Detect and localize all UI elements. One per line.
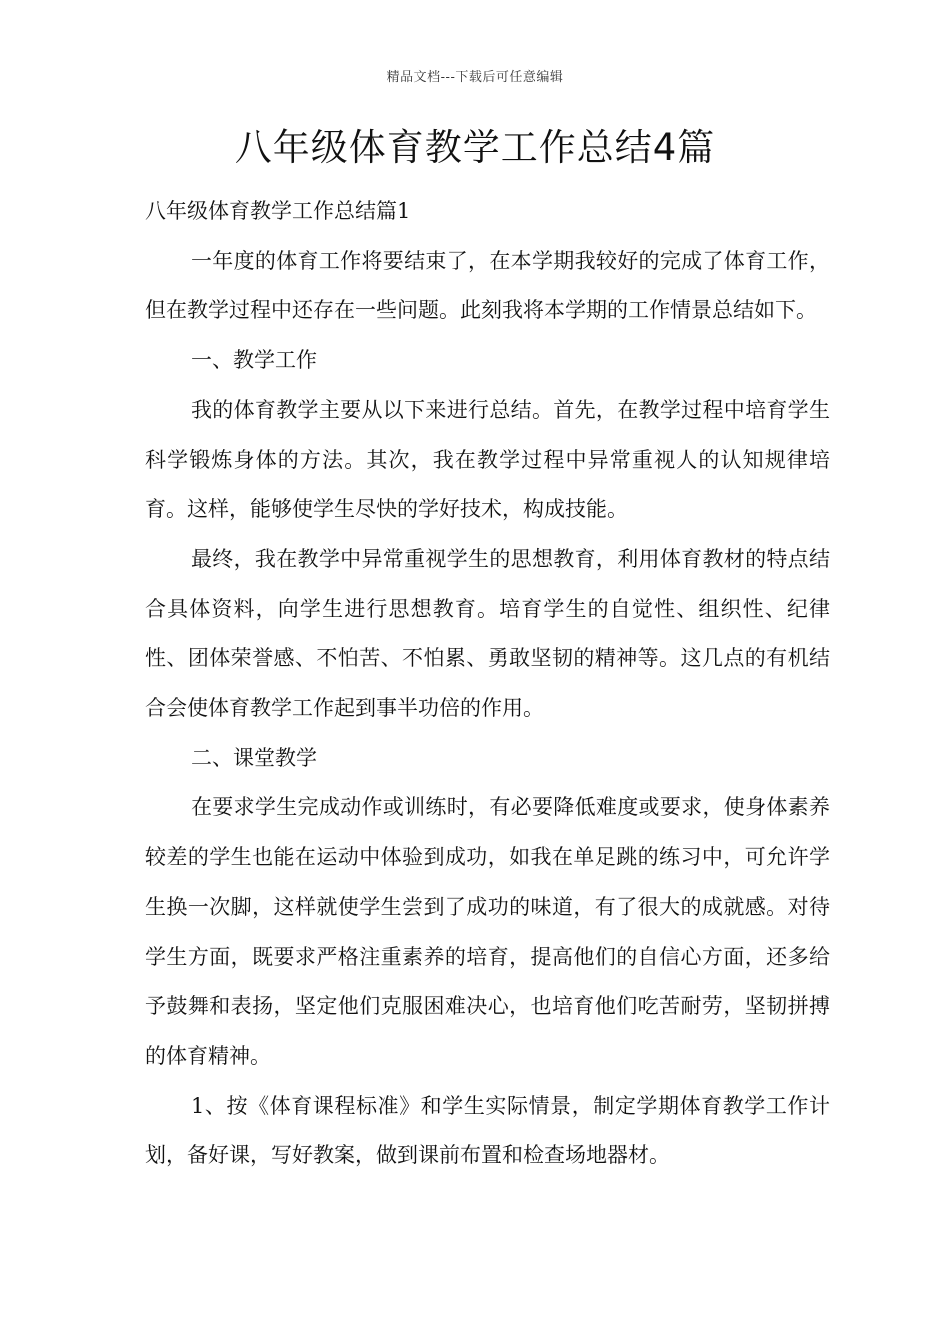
- paragraph-intro: 一年度的体育工作将要结束了，在本学期我较好的完成了体育工作，但在教学过程中还存在一些问题。此刻我将本学期的工作情景总结如下。: [145, 248, 830, 323]
- header-note: 精品文档---下载后可任意编辑: [386, 70, 564, 85]
- heading-teaching-work: 一、教学工作: [191, 348, 317, 373]
- paragraph-plan-item-1: 1、按《体育课程标准》和学生实际情景，制定学期体育教学工作计划，备好课，写好教案，做到课前布置和检查场地器材。: [145, 1093, 830, 1168]
- paragraph-classroom-practice: 在要求学生完成动作或训练时，有必要降低难度或要求，使身体素养较差的学生也能在运动中体验到成功，如我在单足跳的练习中，可允许学生换一次脚，这样就使学生尝到了成功的味道，有了很大的成就感。对待学生方面，既要求严格注重素养的培育，提高他们的自信心方面，还多给予鼓舞和表扬，坚定他们克服困难决心，也培育他们吃苦耐劳，坚韧拼搏的体育精神。: [145, 795, 830, 1068]
- heading-classroom-teaching: 二、课堂教学: [191, 745, 317, 770]
- document-title: 八年级体育教学工作总结4篇: [234, 126, 716, 169]
- document-body: [145, 187, 830, 1181]
- paragraph-teaching-summary: 我的体育教学主要从以下来进行总结。首先，在教学过程中培育学生科学锻炼身体的方法。其次，我在教学过程中异常重视人的认知规律培育。这样，能够使学生尽快的学好技术，构成技能。: [145, 397, 830, 522]
- paragraph-moral-education: 最终，我在教学中异常重视学生的思想教育，利用体育教材的特点结合具体资料，向学生进行思想教育。培育学生的自觉性、组织性、纪律性、团体荣誉感、不怕苦、不怕累、勇敢坚韧的精神等。这几点的有机结合会使体育教学工作起到事半功倍的作用。: [145, 546, 830, 721]
- section-subtitle: 八年级体育教学工作总结篇1: [145, 199, 411, 223]
